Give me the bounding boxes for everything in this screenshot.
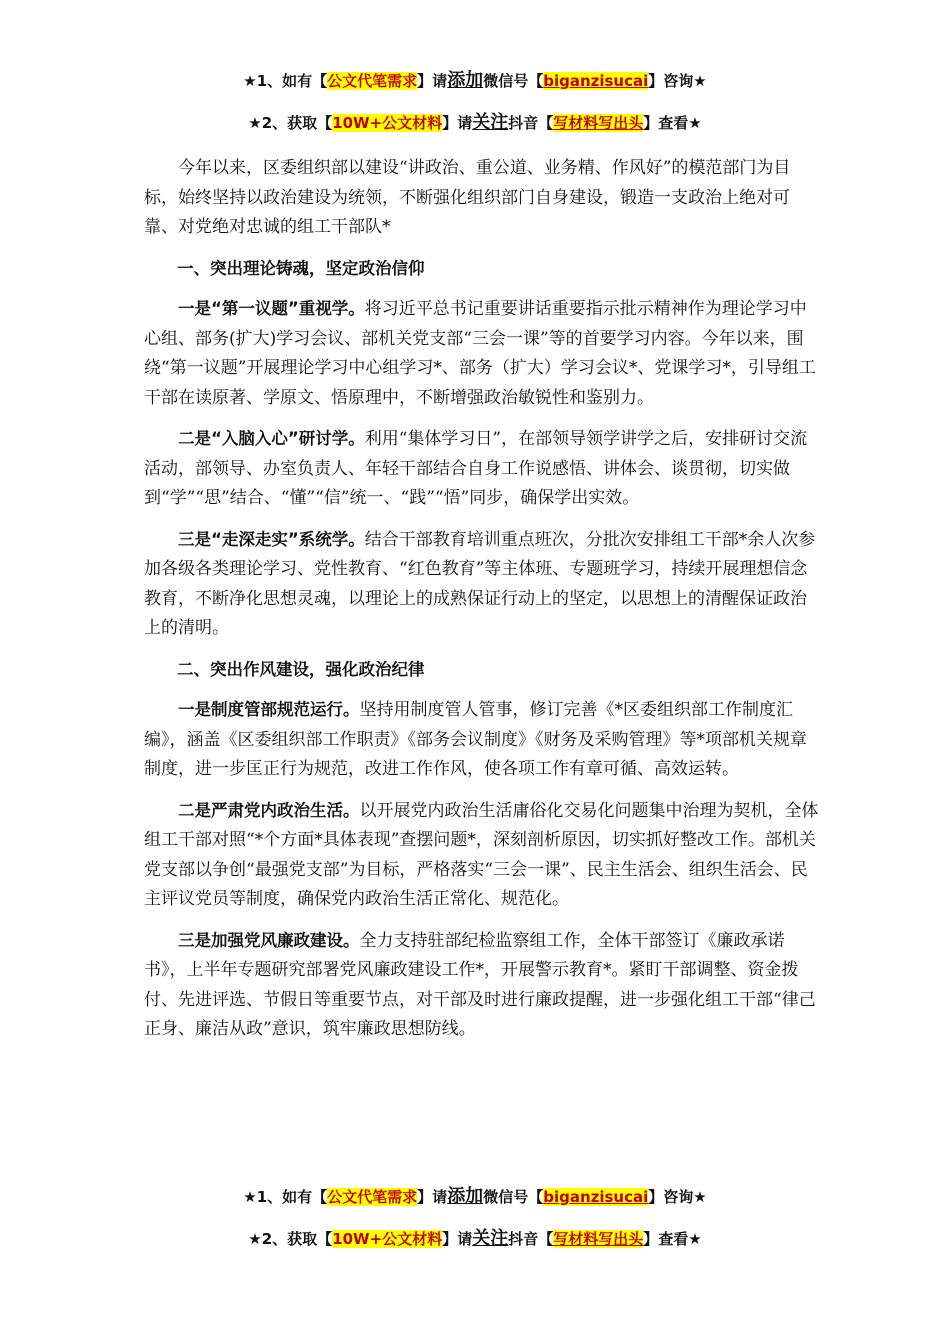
banner-wechat-id: biganzisucai — [543, 1188, 649, 1206]
paragraph-lead: 三是加强党风廉政建设。 — [178, 930, 360, 950]
banner-wechat-id: biganzisucai — [543, 72, 649, 90]
banner-top-line1 — [0, 70, 950, 92]
banner-emphasis: 关注 — [472, 112, 509, 133]
banner-text: 】查看★ — [643, 1230, 702, 1248]
banner-text: ★2、获取【 — [248, 1230, 333, 1248]
banner-emphasis: 添加 — [447, 70, 484, 91]
banner-top-line2 — [0, 112, 950, 134]
banner-text: ★2、获取【 — [248, 114, 333, 132]
banner-text: 】咨询★ — [648, 72, 707, 90]
paragraph — [144, 796, 819, 915]
article-body — [144, 154, 819, 1056]
banner-highlight: 公文代笔需求 — [327, 1188, 418, 1206]
paragraph-lead: 二是严肃党内政治生活。 — [178, 800, 360, 820]
paragraph-lead: 二是“入脑入心”研讨学。 — [178, 429, 365, 448]
banner-text: 抖音【 — [508, 114, 554, 132]
banner-highlight: 公文代笔需求 — [327, 72, 418, 90]
banner-emphasis: 添加 — [447, 1186, 484, 1207]
banner-text: ★1、如有【 — [243, 72, 328, 90]
banner-highlight: 10W+公文材料 — [332, 114, 443, 132]
banner-text: 】查看★ — [643, 114, 702, 132]
banner-bottom-line2 — [0, 1228, 950, 1250]
banner-text: 微信号【 — [483, 1188, 544, 1206]
paragraph — [144, 294, 819, 413]
banner-text: 微信号【 — [483, 72, 544, 90]
paragraph — [144, 926, 819, 1045]
paragraph-lead: 三是“走深走实”系统学。 — [178, 529, 365, 549]
banner-text: 】请 — [417, 72, 448, 90]
paragraph-text: 全力支持驻部纪检监察组工作，全体干部签订《廉政承诺书》，上半年专题研究部署党风廉政建设工作*，开展警示教育*。紧盯干部调整、资金拨付、先进评选、节假日等重要节点，对干部及时进行廉政提醒，进一步强化组工干部“律己正身、廉洁从政”意识，筑牢廉政思想防线。 — [144, 930, 816, 1039]
banner-text: 】请 — [417, 1188, 448, 1206]
banner-text: 】请 — [442, 114, 473, 132]
paragraph — [144, 424, 819, 514]
paragraph-text: 坚持用制度管人管事，修订完善《*区委组织部工作制度汇编》，涵盖《区委组织部工作职责》《部务会议制度》《财务及采购管理》等*项部机关规章制度，进一步匡正行为规范，改进工作作风，使各项工作有章可循、高效运转。 — [144, 700, 807, 779]
paragraph-lead: 一是制度管部规范运行。 — [178, 700, 360, 719]
paragraph-text: 以开展党内政治生活庸俗化交易化问题集中治理为契机，全体组工干部对照“*个方面*具体表现”查摆问题*，深刻剖析原因，切实抓好整改工作。部机关党支部以争创“最强党支部”为目标，严格落实“三会一课”、民主生活会、组织生活会、民主评议党员等制度，确保党内政治生活正常化、规范化。 — [144, 800, 819, 909]
banner-text: ★1、如有【 — [243, 1188, 328, 1206]
section-heading: 二、突出作风建设，强化政治纪律 — [177, 659, 425, 679]
intro-paragraph: 今年以来，区委组织部以建设“讲政治、重公道、业务精、作风好”的模范部门为目标，始终坚持以政治建设为统领，不断强化组织部门自身建设，锻造一支政治上绝对可靠、对党绝对忠诚的组工干部队* — [144, 158, 791, 237]
section-heading: 一、突出理论铸魂，坚定政治信仰 — [177, 258, 425, 278]
banner-douyin-id: 写材料写出头 — [553, 114, 644, 132]
banner-highlight: 10W+公文材料 — [332, 1230, 443, 1248]
paragraph — [144, 525, 819, 644]
banner-emphasis: 关注 — [472, 1228, 509, 1249]
banner-douyin-id: 写材料写出头 — [553, 1230, 644, 1248]
banner-text: 】咨询★ — [648, 1188, 707, 1206]
paragraph-text: 将习近平总书记重要讲话重要指示批示精神作为理论学习中心组、部务(扩大)学习会议、部机关党支部“三会一课”等的首要学习内容。今年以来，围绕“第一议题”开展理论学习中心组学习*、部务（扩大）学习会议*、党课学习*，引导组工干部在读原著、学原文、悟原理中，不断增强政治敏锐性和鉴别力。 — [144, 299, 816, 408]
banner-bottom-line1 — [0, 1186, 950, 1208]
paragraph — [144, 695, 819, 785]
banner-text: 】请 — [442, 1230, 473, 1248]
paragraph-lead: 一是“第一议题”重视学。 — [178, 299, 365, 318]
paragraph-text: 利用“集体学习日”，在部领导领学讲学之后，安排研讨交流活动，部领导、办室负责人、年轻干部结合自身工作说感悟、讲体会、谈贯彻，切实做到“学”“思”结合、“懂”“信”统一、“践”“悟”同步，确保学出实效。 — [144, 429, 808, 508]
banner-text: 抖音【 — [508, 1230, 554, 1248]
paragraph-text: 结合干部教育培训重点班次，分批次安排组工干部*余人次参加各级各类理论学习、党性教育、“红色教育”等主体班、专题班学习，持续开展理想信念教育，不断净化思想灵魂，以理论上的成熟保证行动上的坚定，以思想上的清醒保证政治上的清明。 — [144, 529, 816, 638]
